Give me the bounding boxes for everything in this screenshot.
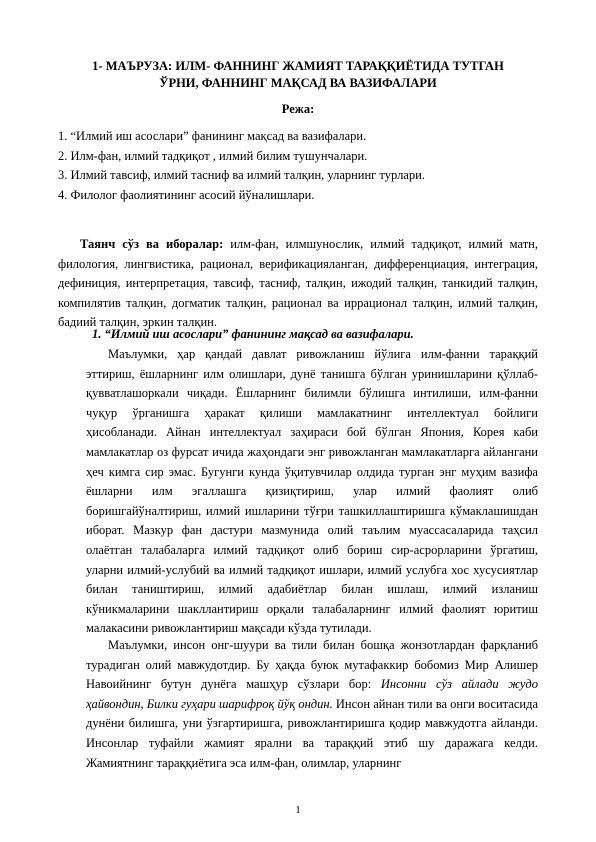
- plan-item: 3. Илмий тавсиф, илмий тасниф ва илмий талқин, уларнинг турлари.: [58, 168, 425, 182]
- body-paragraph-2: [86, 636, 538, 773]
- keywords-text: илм-фан, илмшунослик, илмий тадқиқот, илмий матн, филология, лингвистика, рационал, верификацияланган, дифференциация, интеграция, дефиниция, интерпретация, тавсиф, тасниф, талқин, ижодий талқин, танкидий талқин, компилятив талқин, догматик талқин, рационал ва иррационал талқин, илмий талқин, бадиий талқин, эркин талқин.: [58, 237, 539, 329]
- paragraph-text: Инсон айнан тили ва онги воситасида дунёни билишга, уни ўзгартиришга, ривожлантиришга қодир мавжудотга айланди. Инсонлар туфайли жамият ярални ва тараққий этиб шу даражага келди. Жамиятнинг тараққиётига эса илм-фан, олимлар, уларнинг: [86, 696, 538, 770]
- paragraph-text: Маълумки, инсон онг-шуури ва тили билан бошқа жонзотлардан фарқланиб турадиган олий мавжудотдир. Бу ҳақда буюк мутафаккир бобомиз Мир Алишер Навоийнинг бутун дунёга машҳур сўзлари бор:: [86, 638, 538, 692]
- body-paragraph-1: Маълумки, ҳар қандай давлат ривожланиш йўлига илм-фанни тараққий эттириш, ёшларнинг илм олишлари, дунё танишга бўлган уринишларини қўллаб-қувватлашоркали чиқади. Ёшларнинг билимли бўлишга интилиши, илм-фанни чуқур ўрганишга ҳаракат қилиши мамлакатнинг интеллектуал бойлиги ҳисобланади. Айнан интеллектуал заҳираси бой бўлган Япония, Корея каби мамлакатлар оз фурсат ичида жаҳондаги энг ривожланган мамлакатларга айлангани ҳеч кимга сир эмас. Бугунги кунда ўқитувчилар олдида турган энг муҳим вазифа ёшларни илм эгаллашга қизиқтириш, улар илмий фаолият олиб боришгайўналтириш, илмий ишларини тўғри ташкиллаштиришга кўмаклашишдан иборат. Мазкур фан дастури мазмунида олий таълим муассасаларида таҳсил олаётган талабаларга илмий тадқиқот олиб бориш сир-асрорларини ўргатиш, уларни илмий-услубий ва илмий тадқиқот ишлари, илмий услубга хос хусусиятлар билан таништириш, илмий адабиётлар билан ишлаш, илмий изланиш кўникмаларини шакллантириш орқали талабаларнинг илмий фаолият юритиш малакасини ривожлантириш мақсади кўзда тутилади.: [86, 347, 538, 636]
- plan-heading: Режа:: [281, 102, 315, 116]
- lecture-title: [52, 58, 544, 92]
- section-heading: 1. “Илмий иш асослари” фанининг мақсад ва вазифалари.: [92, 327, 414, 341]
- title-line-1: 1- МАЪРУЗА: ИЛМ- ФАННИНГ ЖАМИЯТ ТАРАҚҚИЁТИДА ТУТГАН: [92, 59, 504, 73]
- keywords-label: Таянч сўз ва иборалар:: [80, 237, 224, 251]
- plan-item: 2. Илм-фан, илмий тадқиқот , илмий билим тушунчалари.: [58, 148, 368, 163]
- plan-item: 1. “Илмий иш асослари” фанининг мақсад ва вазифалари.: [58, 129, 367, 143]
- plan-item: 4. Филолог фаолиятининг асосий йўналишлари.: [58, 187, 315, 202]
- navoi-quote: Инсонни сўз айлади жудо ҳайвондин, Билки гуҳари шарифроқ йўқ ондин.: [86, 677, 539, 711]
- keywords-paragraph: [58, 235, 538, 333]
- title-line-2: ЎРНИ, ФАННИНГ МАҚСАД ВА ВАЗИФАЛАРИ: [159, 76, 437, 90]
- plan-list: [58, 127, 538, 205]
- page-number: 1: [295, 804, 301, 816]
